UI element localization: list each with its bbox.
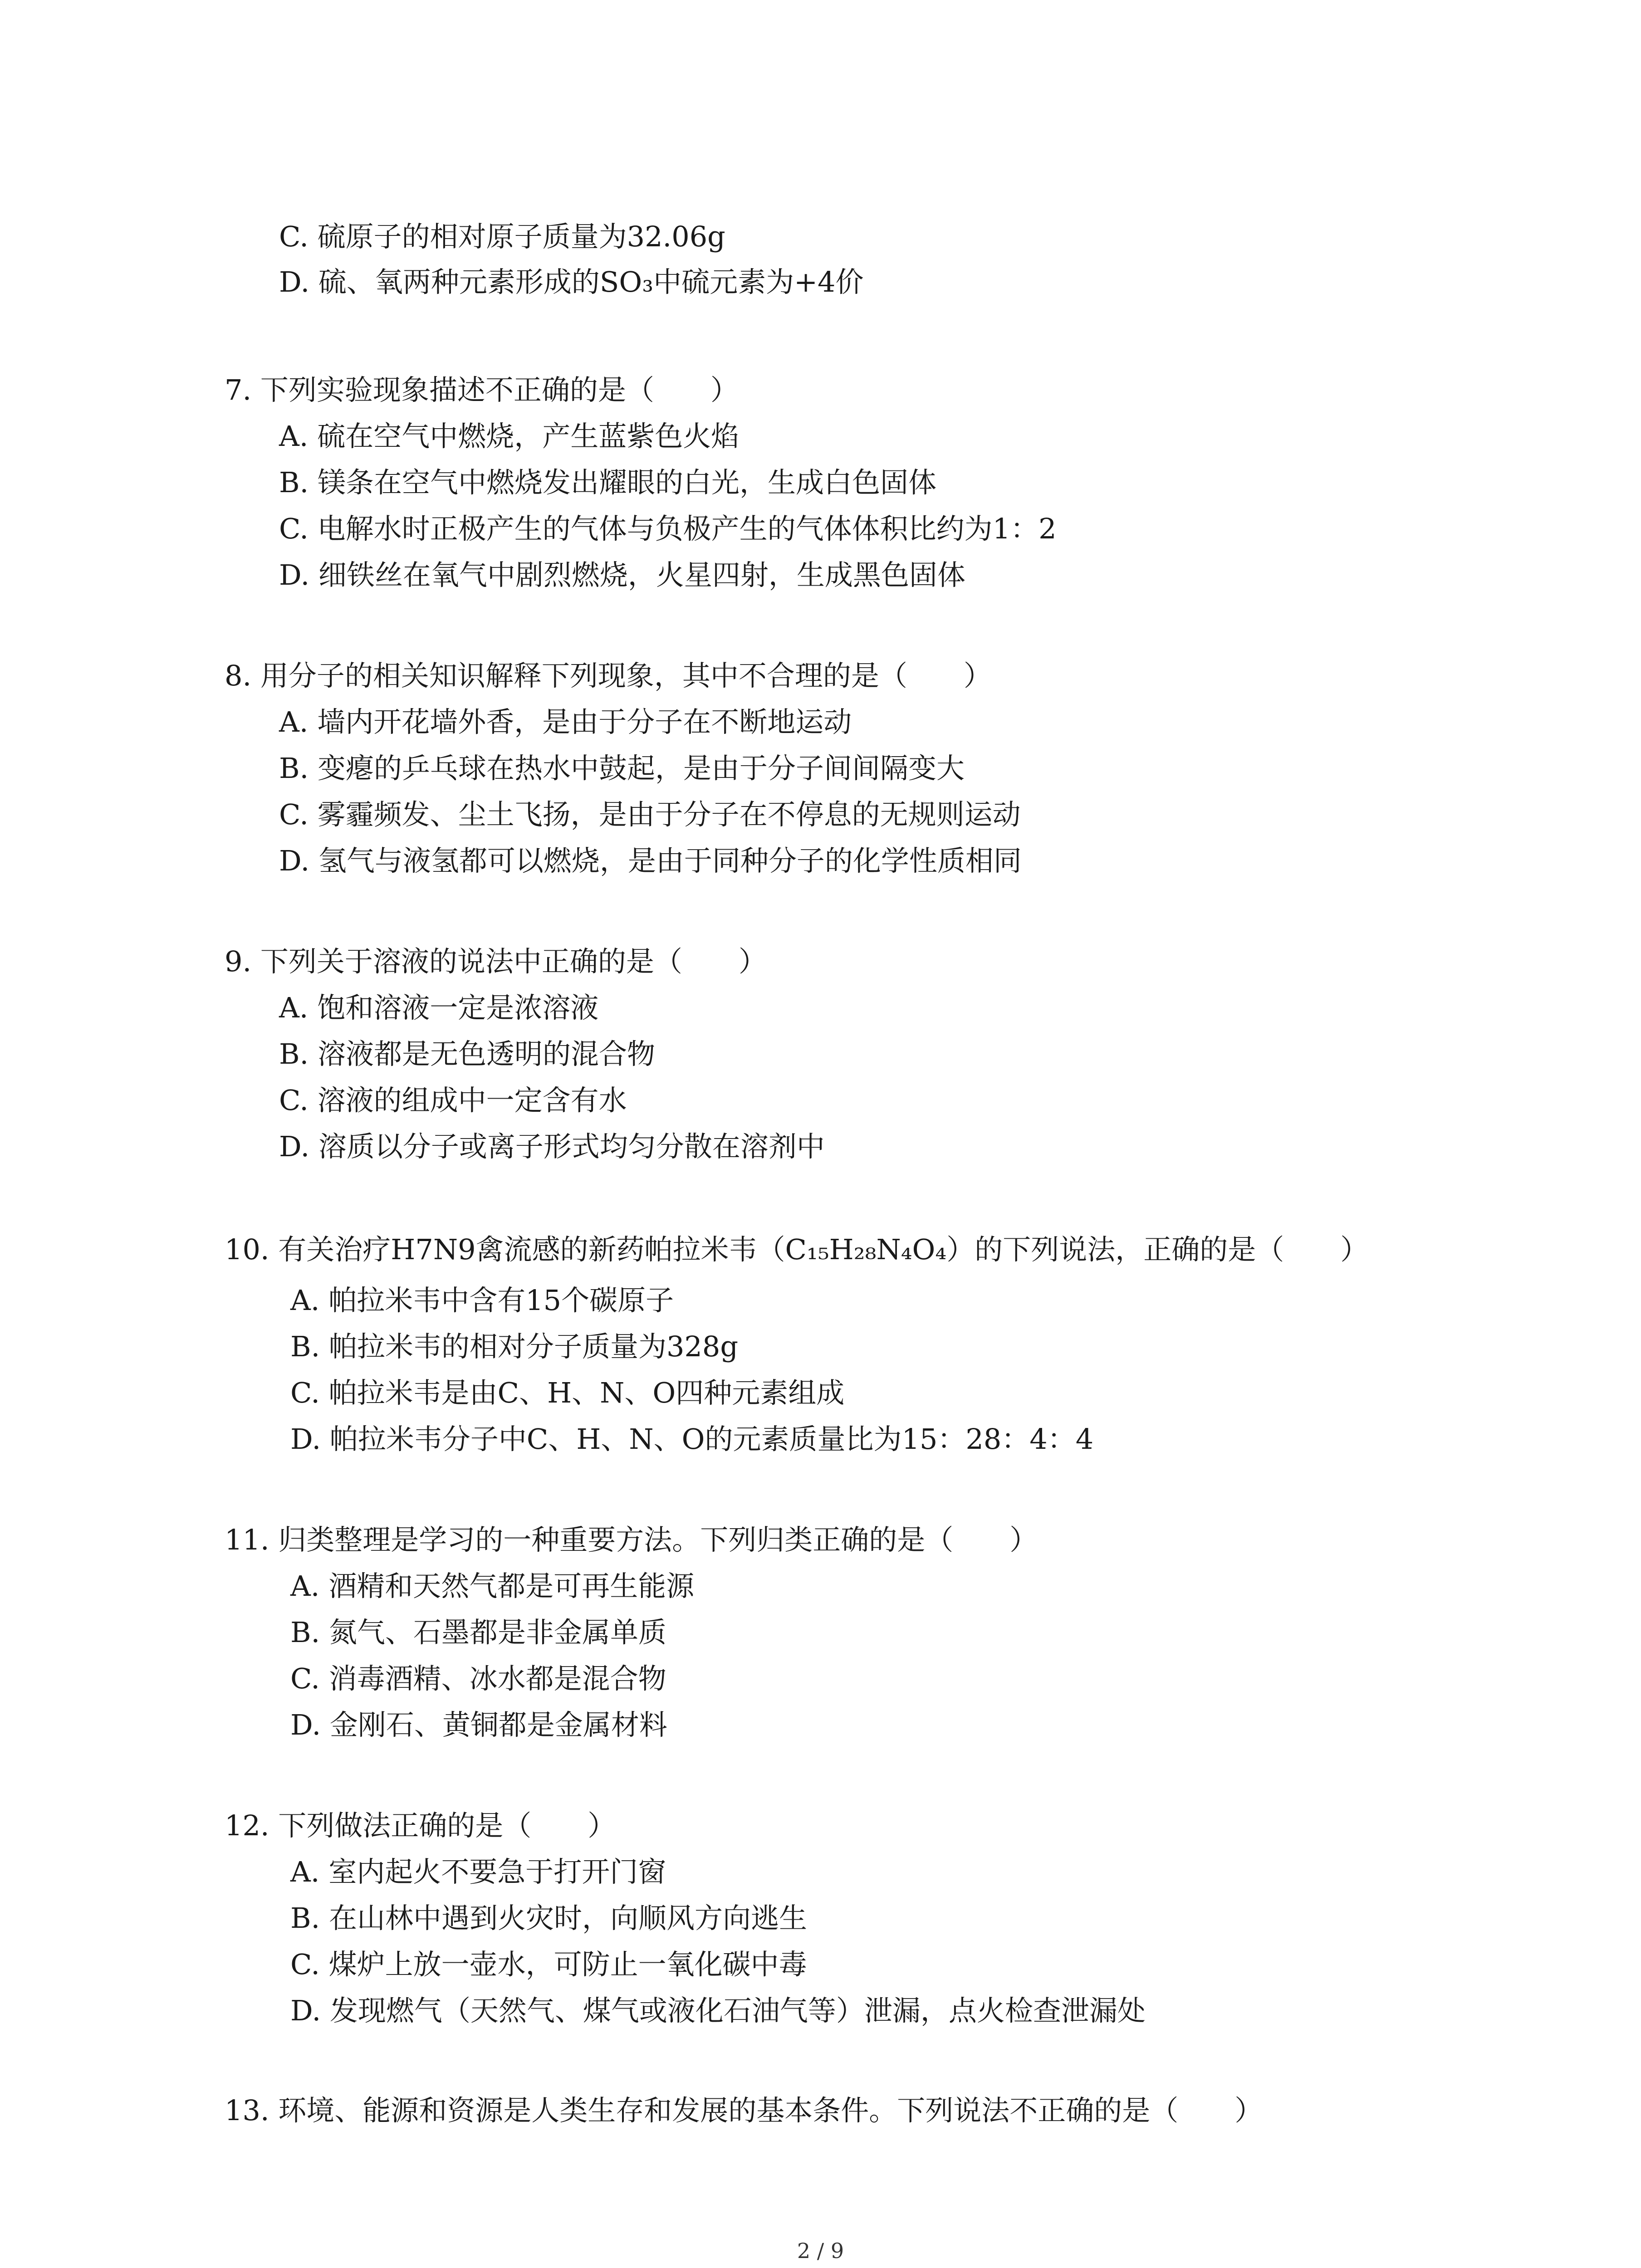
option-text: B. 氮气、石墨都是非金属单质 bbox=[290, 1616, 666, 1649]
option-text: B. 在山林中遇到火灾时，向顺风方向逃生 bbox=[290, 1901, 807, 1935]
option-text: C. 帕拉米韦是由C、H、N、O四种元素组成 bbox=[290, 1376, 845, 1409]
question-stem: 13. 环境、能源和资源是人类生存和发展的基本条件。下列说法不正确的是（ ） bbox=[225, 2094, 1263, 2127]
option-text: A. 墙内开花墙外香，是由于分子在不断地运动 bbox=[279, 705, 852, 738]
option-text: D. 金刚石、黄铜都是金属材料 bbox=[290, 1708, 667, 1741]
question-stem: 11. 归类整理是学习的一种重要方法。下列归类正确的是（ ） bbox=[225, 1523, 1038, 1556]
option-text: B. 溶液都是无色透明的混合物 bbox=[279, 1037, 655, 1070]
question-stem: 10. 有关治疗H7N9禽流感的新药帕拉米韦（C₁₅H₂₈N₄O₄）的下列说法，正确的是（ ） bbox=[225, 1233, 1369, 1266]
option-text: D. 帕拉米韦分子中C、H、N、O的元素质量比为15：28：4：4 bbox=[290, 1422, 1094, 1456]
question-stem: 9. 下列关于溶液的说法中正确的是（ ） bbox=[225, 945, 767, 978]
option-text: B. 变瘪的乒乓球在热水中鼓起，是由于分子间间隔变大 bbox=[279, 752, 965, 785]
option-text: C. 雾霾频发、尘土飞扬，是由于分子在不停息的无规则运动 bbox=[279, 798, 1021, 831]
option-text: A. 硫在空气中燃烧，产生蓝紫色火焰 bbox=[279, 420, 740, 453]
option-text: A. 帕拉米韦中含有15个碳原子 bbox=[290, 1284, 674, 1317]
option-text: C. 消毒酒精、冰水都是混合物 bbox=[290, 1662, 666, 1695]
option-text: D. 氢气与液氢都可以燃烧，是由于同种分子的化学性质相同 bbox=[279, 844, 1022, 877]
question-stem: 8. 用分子的相关知识解释下列现象，其中不合理的是（ ） bbox=[225, 659, 992, 692]
option-text: B. 镁条在空气中燃烧发出耀眼的白光，生成白色固体 bbox=[279, 466, 936, 499]
page-number: 2 / 9 bbox=[797, 2239, 844, 2263]
option-text: D. 发现燃气（天然气、煤气或液化石油气等）泄漏，点火检查泄漏处 bbox=[290, 1994, 1146, 2027]
option-text: D. 硫、氧两种元素形成的SO₃中硫元素为+4价 bbox=[279, 265, 864, 298]
option-text: C. 煤炉上放一壶水，可防止一氧化碳中毒 bbox=[290, 1948, 807, 1981]
question-stem: 12. 下列做法正确的是（ ） bbox=[225, 1809, 616, 1842]
option-text: A. 酒精和天然气都是可再生能源 bbox=[290, 1569, 695, 1603]
option-text: C. 溶液的组成中一定含有水 bbox=[279, 1084, 627, 1117]
option-text: D. 溶质以分子或离子形式均匀分散在溶剂中 bbox=[279, 1130, 825, 1163]
option-text: A. 饱和溶液一定是浓溶液 bbox=[279, 991, 599, 1024]
question-stem: 7. 下列实验现象描述不正确的是（ ） bbox=[225, 373, 739, 406]
option-text: D. 细铁丝在氧气中剧烈燃烧，火星四射，生成黑色固体 bbox=[279, 558, 965, 591]
option-text: B. 帕拉米韦的相对分子质量为328g bbox=[290, 1330, 739, 1363]
option-text: A. 室内起火不要急于打开门窗 bbox=[290, 1855, 666, 1888]
option-text: C. 硫原子的相对原子质量为32.06g bbox=[279, 220, 725, 253]
option-text: C. 电解水时正极产生的气体与负极产生的气体体积比约为1：2 bbox=[279, 512, 1057, 545]
